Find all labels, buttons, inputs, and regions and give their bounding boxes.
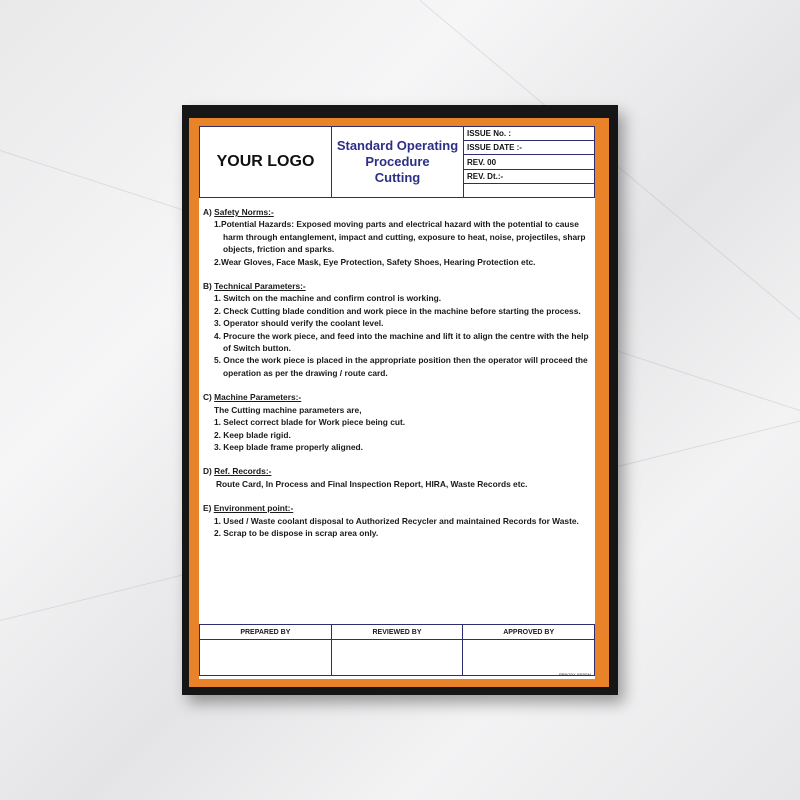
revision-table <box>464 127 594 197</box>
reviewed-by-signature-box <box>332 640 464 675</box>
section-intro: The Cutting machine parameters are, <box>214 404 362 415</box>
logo-placeholder: YOUR LOGO <box>200 127 332 197</box>
list-item: 2. Keep blade rigid. <box>214 429 291 440</box>
product-code: PRBGBX-PSPSM <box>558 672 591 677</box>
section-letter: B) <box>203 281 215 292</box>
section-letter: E) <box>203 503 214 514</box>
revision-number: REV. 00 <box>464 155 594 169</box>
list-item: 4. Procure the work piece, and feed into the machine and lift it to align the centre with the help of Switch button. <box>214 330 589 354</box>
list-item: 5. Once the work piece is placed in the appropriate position then the operator will proceed the operation as per the drawing / route card. <box>214 355 588 378</box>
section-heading: Environment point:- <box>213 503 294 514</box>
section-environment-point <box>203 502 591 539</box>
list-item: 1. Switch on the machine and confirm control is working. <box>214 293 442 304</box>
title-line: Procedure <box>365 154 430 169</box>
issue-no: ISSUE No. : <box>464 127 594 141</box>
section-heading: Machine Parameters:- <box>214 392 302 403</box>
title-line: Standard Operating <box>336 138 459 153</box>
poster-orange-border <box>189 118 609 687</box>
section-ref-records <box>203 465 591 490</box>
section-machine-parameters <box>203 391 591 453</box>
list-item: 2. Scrap to be dispose in scrap area only. <box>214 527 379 538</box>
list-item: 1. Used / Waste coolant disposal to Authorized Recycler and maintained Records for Waste. <box>214 515 579 526</box>
reviewed-by-label: REVIEWED BY <box>332 625 464 639</box>
section-letter: C) <box>203 392 215 403</box>
section-technical-parameters <box>203 280 591 379</box>
section-heading: Safety Norms:- <box>214 207 274 217</box>
list-item: 2.Wear Gloves, Face Mask, Eye Protection, Safety Shoes, Hearing Protection etc. <box>214 256 536 267</box>
section-safety-norms <box>203 206 591 268</box>
section-text: Route Card, In Process and Final Inspection Report, HIRA, Waste Records etc. <box>216 478 528 489</box>
approved-by-label: APPROVED BY <box>503 628 555 636</box>
section-letter: A) <box>203 207 215 217</box>
list-item: 3. Operator should verify the coolant level. <box>214 318 384 329</box>
meta-blank-row <box>464 184 594 197</box>
prepared-by-signature-box <box>200 640 332 675</box>
title-line: Cutting <box>374 170 421 185</box>
sop-sheet <box>199 126 595 679</box>
list-item: 1. Select correct blade for Work piece being cut. <box>214 417 406 428</box>
revision-date: REV. Dt.:- <box>464 170 594 184</box>
signature-table <box>199 624 595 676</box>
sop-header <box>199 126 595 198</box>
sop-body <box>203 206 591 551</box>
section-heading: Technical Parameters:- <box>214 281 306 292</box>
section-letter: D) <box>203 466 215 477</box>
list-item: 3. Keep blade frame properly aligned. <box>214 441 363 452</box>
section-heading: Ref. Records:- <box>214 466 272 477</box>
prepared-by-label: PREPARED BY <box>200 625 332 639</box>
issue-date: ISSUE DATE :- <box>464 141 594 155</box>
list-item: 2. Check Cutting blade condition and work piece in the machine before starting the process. <box>214 305 581 316</box>
approved-by-signature-box <box>463 640 594 675</box>
document-title <box>332 127 464 197</box>
poster-frame <box>182 105 618 695</box>
list-item: 1.Potential Hazards: Exposed moving parts and electrical hazard with the potential to cause harm through entanglement, impact and cutting, exposure to heat, noise, projectiles, sharp objects, friction and sparks. <box>214 219 586 255</box>
